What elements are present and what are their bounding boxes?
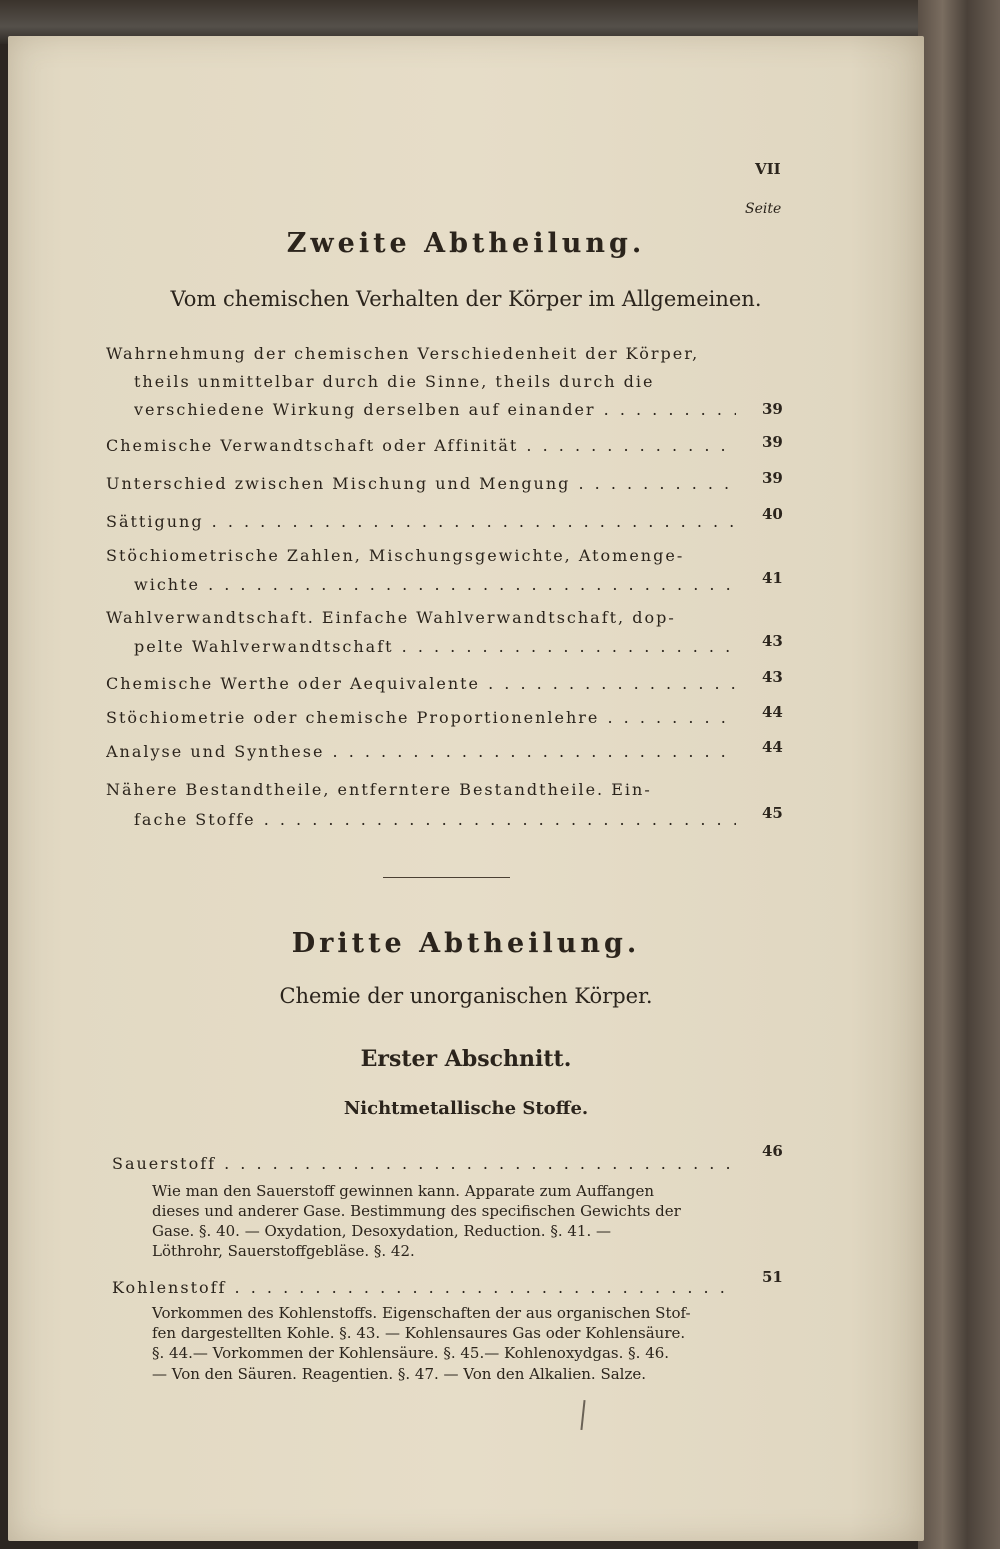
- part-title: Dritte Abtheilung.: [291, 928, 641, 959]
- toc-entry-line: Wahrnehmung der chemischen Verschiedenheit der Körper,: [106, 344, 700, 363]
- toc-entry-line: pelte Wahlverwandtschaft . . .: [134, 637, 736, 656]
- toc-entry-line: theils unmittelbar durch die Sinne, theils durch die: [134, 372, 655, 391]
- toc-page-number: 44: [762, 703, 783, 721]
- section-divider: [383, 877, 510, 878]
- toc-entry-line: verschiedene Wirkung derselben auf einander . . .: [134, 400, 736, 419]
- toc-entry-line: Nähere Bestandtheile, entferntere Bestandtheile. Ein-: [106, 780, 652, 799]
- toc-entry-line: Unterschied zwischen Mischung und Mengung . . .: [106, 474, 736, 493]
- toc-entry-line: Analyse und Synthese . . .: [106, 742, 736, 761]
- toc-page-number: 51: [762, 1268, 783, 1286]
- toc-entry-line: Stöchiometrische Zahlen, Mischungsgewichte, Atomenge-: [106, 546, 685, 565]
- toc-page-number: 39: [762, 400, 783, 418]
- entry-description-line: Gase. §. 40. — Oxydation, Desoxydation, Reduction. §. 41. —: [152, 1222, 612, 1240]
- entry-description-line: Löthrohr, Sauerstoffgebläse. §. 42.: [152, 1242, 415, 1260]
- page-number: VII: [755, 160, 781, 178]
- column-label-seite: Seite: [745, 201, 782, 217]
- toc-page-number: 41: [762, 569, 783, 587]
- entry-description-line: — Von den Säuren. Reagentien. §. 47. — Von den Alkalien. Salze.: [152, 1365, 647, 1383]
- toc-page-number: 39: [762, 469, 783, 487]
- section-subtitle: Nichtmetallische Stoffe.: [343, 1098, 589, 1119]
- toc-entry-line: Chemische Verwandtschaft oder Affinität . . .: [106, 436, 736, 455]
- entry-description-line: fen dargestellten Kohle. §. 43. — Kohlensaures Gas oder Kohlensäure.: [152, 1324, 686, 1342]
- toc-entry-line: wichte . . .: [134, 575, 736, 594]
- part-subtitle: Vom chemischen Verhalten der Körper im Allgemeinen.: [170, 287, 762, 311]
- toc-entry-line: Stöchiometrie oder chemische Proportionenlehre . . .: [106, 708, 736, 727]
- toc-page-number: 43: [762, 632, 783, 650]
- part-title: Zweite Abtheilung.: [286, 228, 646, 259]
- toc-entry-line: fache Stoffe . . .: [134, 810, 736, 829]
- toc-entry-line: Kohlenstoff . . .: [112, 1278, 736, 1297]
- book-binding-edge: [918, 0, 1000, 1549]
- section-title: Erster Abschnitt.: [360, 1046, 572, 1072]
- toc-page-number: 40: [762, 505, 783, 523]
- toc-page-number: 46: [762, 1142, 783, 1160]
- toc-page-number: 39: [762, 433, 783, 451]
- toc-entry-line: Sauerstoff . . .: [112, 1154, 736, 1173]
- toc-entry-line: Chemische Werthe oder Aequivalente . . .: [106, 674, 736, 693]
- entry-description-line: dieses und anderer Gase. Bestimmung des specifischen Gewichts der: [152, 1202, 681, 1220]
- toc-page-number: 43: [762, 668, 783, 686]
- toc-page-number: 45: [762, 804, 783, 822]
- entry-description-line: Vorkommen des Kohlenstoffs. Eigenschaften der aus organischen Stof-: [152, 1304, 691, 1322]
- entry-description-line: Wie man den Sauerstoff gewinnen kann. Apparate zum Auffangen: [152, 1182, 655, 1200]
- entry-description-line: §. 44.— Vorkommen der Kohlensäure. §. 45.— Kohlenoxydgas. §. 46.: [152, 1344, 670, 1362]
- toc-entry-line: Wahlverwandtschaft. Einfache Wahlverwandtschaft, dop-: [106, 608, 676, 627]
- toc-page-number: 44: [762, 738, 783, 756]
- part-subtitle: Chemie der unorganischen Körper.: [279, 984, 653, 1008]
- toc-entry-line: Sättigung . . .: [106, 512, 736, 531]
